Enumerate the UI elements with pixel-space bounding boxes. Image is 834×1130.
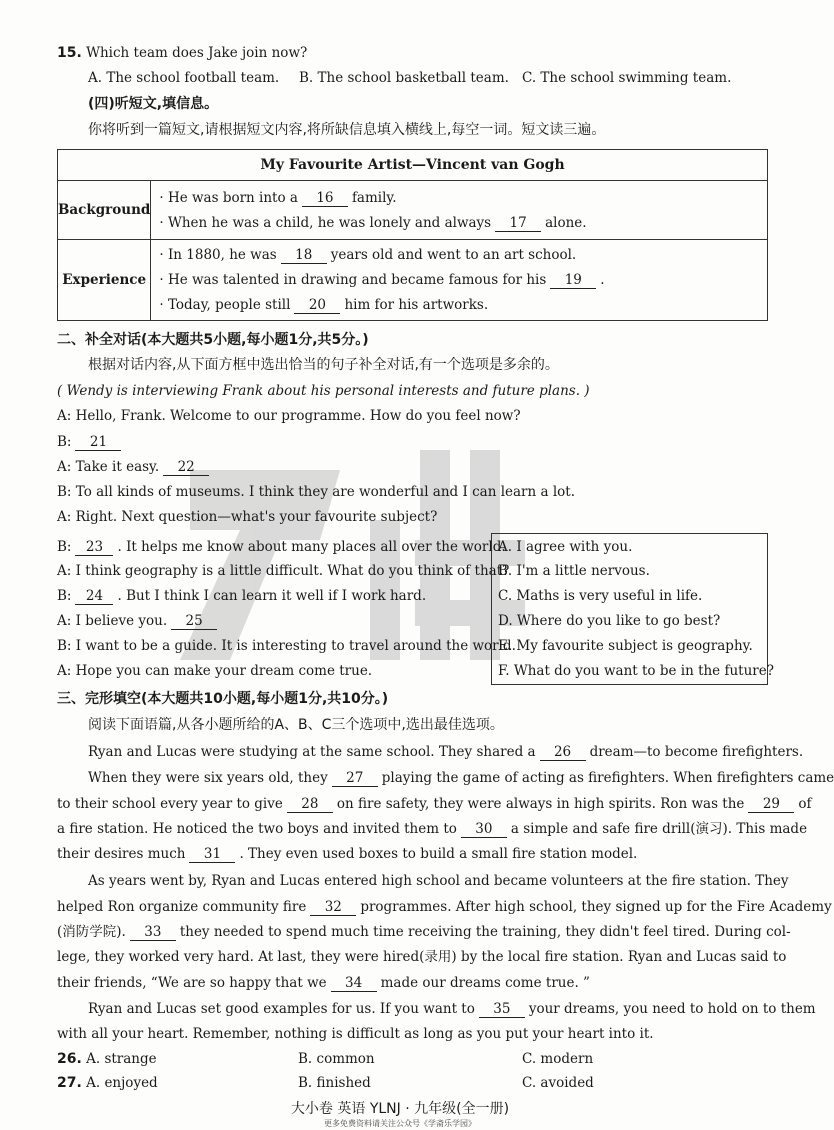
blank-30[interactable]: 30	[461, 821, 507, 838]
dialogue-line: B: 24 . But I think I can learn it well if I work hard.	[57, 588, 427, 604]
passage-line: lege, they worked very hard. At last, they were hired(录用) by the local fire station. Ryan and Lucas said to	[57, 949, 787, 965]
passage-line: with all your heart. Remember, nothing is difficult as long as you put your heart into it.	[57, 1026, 654, 1042]
blank-34[interactable]: 34	[331, 975, 377, 992]
dialogue-line: B: 21	[57, 433, 125, 451]
question-number: 15.	[57, 45, 82, 61]
background-cell: · He was born into a 16 family. · When he was a child, he was lonely and always 17 alone.	[151, 181, 768, 240]
passage-line: their friends, “We are so happy that we 34 made our dreams come true. ”	[57, 975, 590, 991]
blank-28[interactable]: 28	[287, 796, 333, 813]
dialogue-line: B: To all kinds of museums. I think they are wonderful and I can learn a lot.	[57, 484, 575, 500]
question-27: 27. A. enjoyed	[57, 1075, 158, 1091]
blank-25[interactable]: 25	[171, 613, 217, 630]
q26-option-c[interactable]: C. modern	[522, 1051, 594, 1067]
q15-option-c[interactable]: C. The school swimming team.	[522, 70, 732, 86]
blank-26[interactable]: 26	[540, 744, 586, 761]
passage-line: helped Ron organize community fire 32 programmes. After high school, they signed up for the Fire Academy	[57, 899, 832, 915]
blank-35[interactable]: 35	[479, 1001, 525, 1018]
blank-22[interactable]: 22	[163, 459, 209, 476]
dialogue-line: A: I think geography is a little difficult. What do you think of that?	[57, 563, 510, 579]
q26-option-b[interactable]: B. common	[298, 1051, 375, 1067]
part4-instruction: 你将听到一篇短文,请根据短文内容,将所缺信息填入横线上,每空一词。短文读三遍。	[88, 122, 606, 138]
blank-19[interactable]: 19	[550, 272, 596, 289]
section3-instruction: 阅读下面语篇,从各小题所给的A、B、C三个选项中,选出最佳选项。	[88, 717, 504, 733]
dialogue-line: B: I want to be a guide. It is interesting to travel around the world.	[57, 638, 516, 654]
q26-option-a[interactable]: A. strange	[86, 1051, 157, 1067]
page-footer: 大小卷 英语 YLNJ · 九年级(全一册)	[290, 1101, 510, 1117]
dialogue-context: ( Wendy is interviewing Frank about his personal interests and future plans. )	[57, 383, 590, 399]
part4-title: (四)听短文,填信息。	[88, 96, 219, 112]
dialogue-option-f[interactable]: F. What do you want to be in the future?	[498, 663, 774, 679]
blank-21[interactable]: 21	[75, 434, 121, 451]
question-15	[57, 44, 307, 62]
artist-table	[57, 149, 768, 321]
passage-line: (消防学院). 33 they needed to spend much time receiving the training, they didn't feel tired. During col-	[57, 924, 791, 940]
dialogue-line: A: I believe you. 25	[57, 612, 221, 630]
section3-title: 三、完形填空(本大题共10小题,每小题1分,共10分。)	[57, 691, 389, 707]
blank-32[interactable]: 32	[310, 899, 356, 916]
q15-option-b[interactable]: B. The school basketball team.	[299, 70, 509, 86]
experience-label: Experience	[58, 240, 151, 321]
dialogue-option-a[interactable]: A. I agree with you.	[498, 539, 633, 555]
passage-line: As years went by, Ryan and Lucas entered high school and became volunteers at the fire station. They	[88, 873, 789, 889]
q27-option-c[interactable]: C. avoided	[522, 1075, 594, 1091]
experience-cell: · In 1880, he was 18 years old and went to an art school. · He was talented in drawing and became famous for his 19 . · Today, people still 20 him for his artworks.	[151, 240, 768, 321]
question-26: 26. A. strange	[57, 1051, 157, 1067]
section2-instruction: 根据对话内容,从下面方框中选出恰当的句子补全对话,有一个选项是多余的。	[88, 357, 559, 373]
passage-line: to their school every year to give 28 on fire safety, they were always in high spirits. Ron was the 29 of	[57, 796, 812, 812]
footer-note: 更多免费资料请关注公众号《学斋乐学园》	[324, 1119, 476, 1128]
options-box	[491, 533, 774, 685]
question-text: Which team does Jake join now?	[86, 45, 308, 61]
blank-18[interactable]: 18	[281, 247, 327, 264]
dialogue-line: A: Take it easy. 22	[57, 458, 213, 476]
blank-31[interactable]: 31	[189, 846, 235, 863]
blank-17[interactable]: 17	[495, 215, 541, 232]
dialogue-option-d[interactable]: D. Where do you like to go best?	[498, 613, 721, 629]
section2-title: 二、补全对话(本大题共5小题,每小题1分,共5分。)	[57, 332, 369, 348]
background-label: Background	[58, 181, 151, 240]
blank-24[interactable]: 24	[75, 588, 113, 605]
q15-option-a[interactable]: A. The school football team.	[88, 70, 280, 86]
passage-line: Ryan and Lucas set good examples for us. If you want to 35 your dreams, you need to hold on to them	[88, 1001, 816, 1017]
blank-20[interactable]: 20	[294, 297, 340, 314]
blank-27[interactable]: 27	[332, 770, 378, 787]
dialogue-line: B: 23 . It helps me know about many places all over the world.	[57, 539, 506, 555]
dialogue-option-b[interactable]: B. I'm a little nervous.	[498, 563, 650, 579]
blank-29[interactable]: 29	[748, 796, 794, 813]
passage-line: their desires much 31 . They even used boxes to build a small fire station model.	[57, 846, 638, 862]
blank-23[interactable]: 23	[75, 539, 113, 556]
passage-line: a fire station. He noticed the two boys and invited them to 30 a simple and safe fire drill(演习). This made	[57, 821, 808, 837]
dialogue-option-c[interactable]: C. Maths is very useful in life.	[498, 588, 703, 604]
dialogue-line: A: Right. Next question—what's your favourite subject?	[57, 509, 438, 525]
dialogue-line: A: Hello, Frank. Welcome to our programme. How do you feel now?	[57, 408, 521, 424]
dialogue-option-e[interactable]: E. My favourite subject is geography.	[498, 638, 753, 654]
table-title: My Favourite Artist—Vincent van Gogh	[58, 150, 768, 181]
blank-33[interactable]: 33	[130, 924, 176, 941]
q27-option-a[interactable]: A. enjoyed	[86, 1075, 158, 1091]
passage-line: Ryan and Lucas were studying at the same school. They shared a 26 dream—to become firefighters.	[88, 744, 804, 760]
q27-option-b[interactable]: B. finished	[298, 1075, 371, 1091]
passage-line: When they were six years old, they 27 playing the game of acting as firefighters. When firefighters came	[88, 770, 834, 786]
dialogue-line: A: Hope you can make your dream come true.	[57, 663, 373, 679]
blank-16[interactable]: 16	[302, 190, 348, 207]
